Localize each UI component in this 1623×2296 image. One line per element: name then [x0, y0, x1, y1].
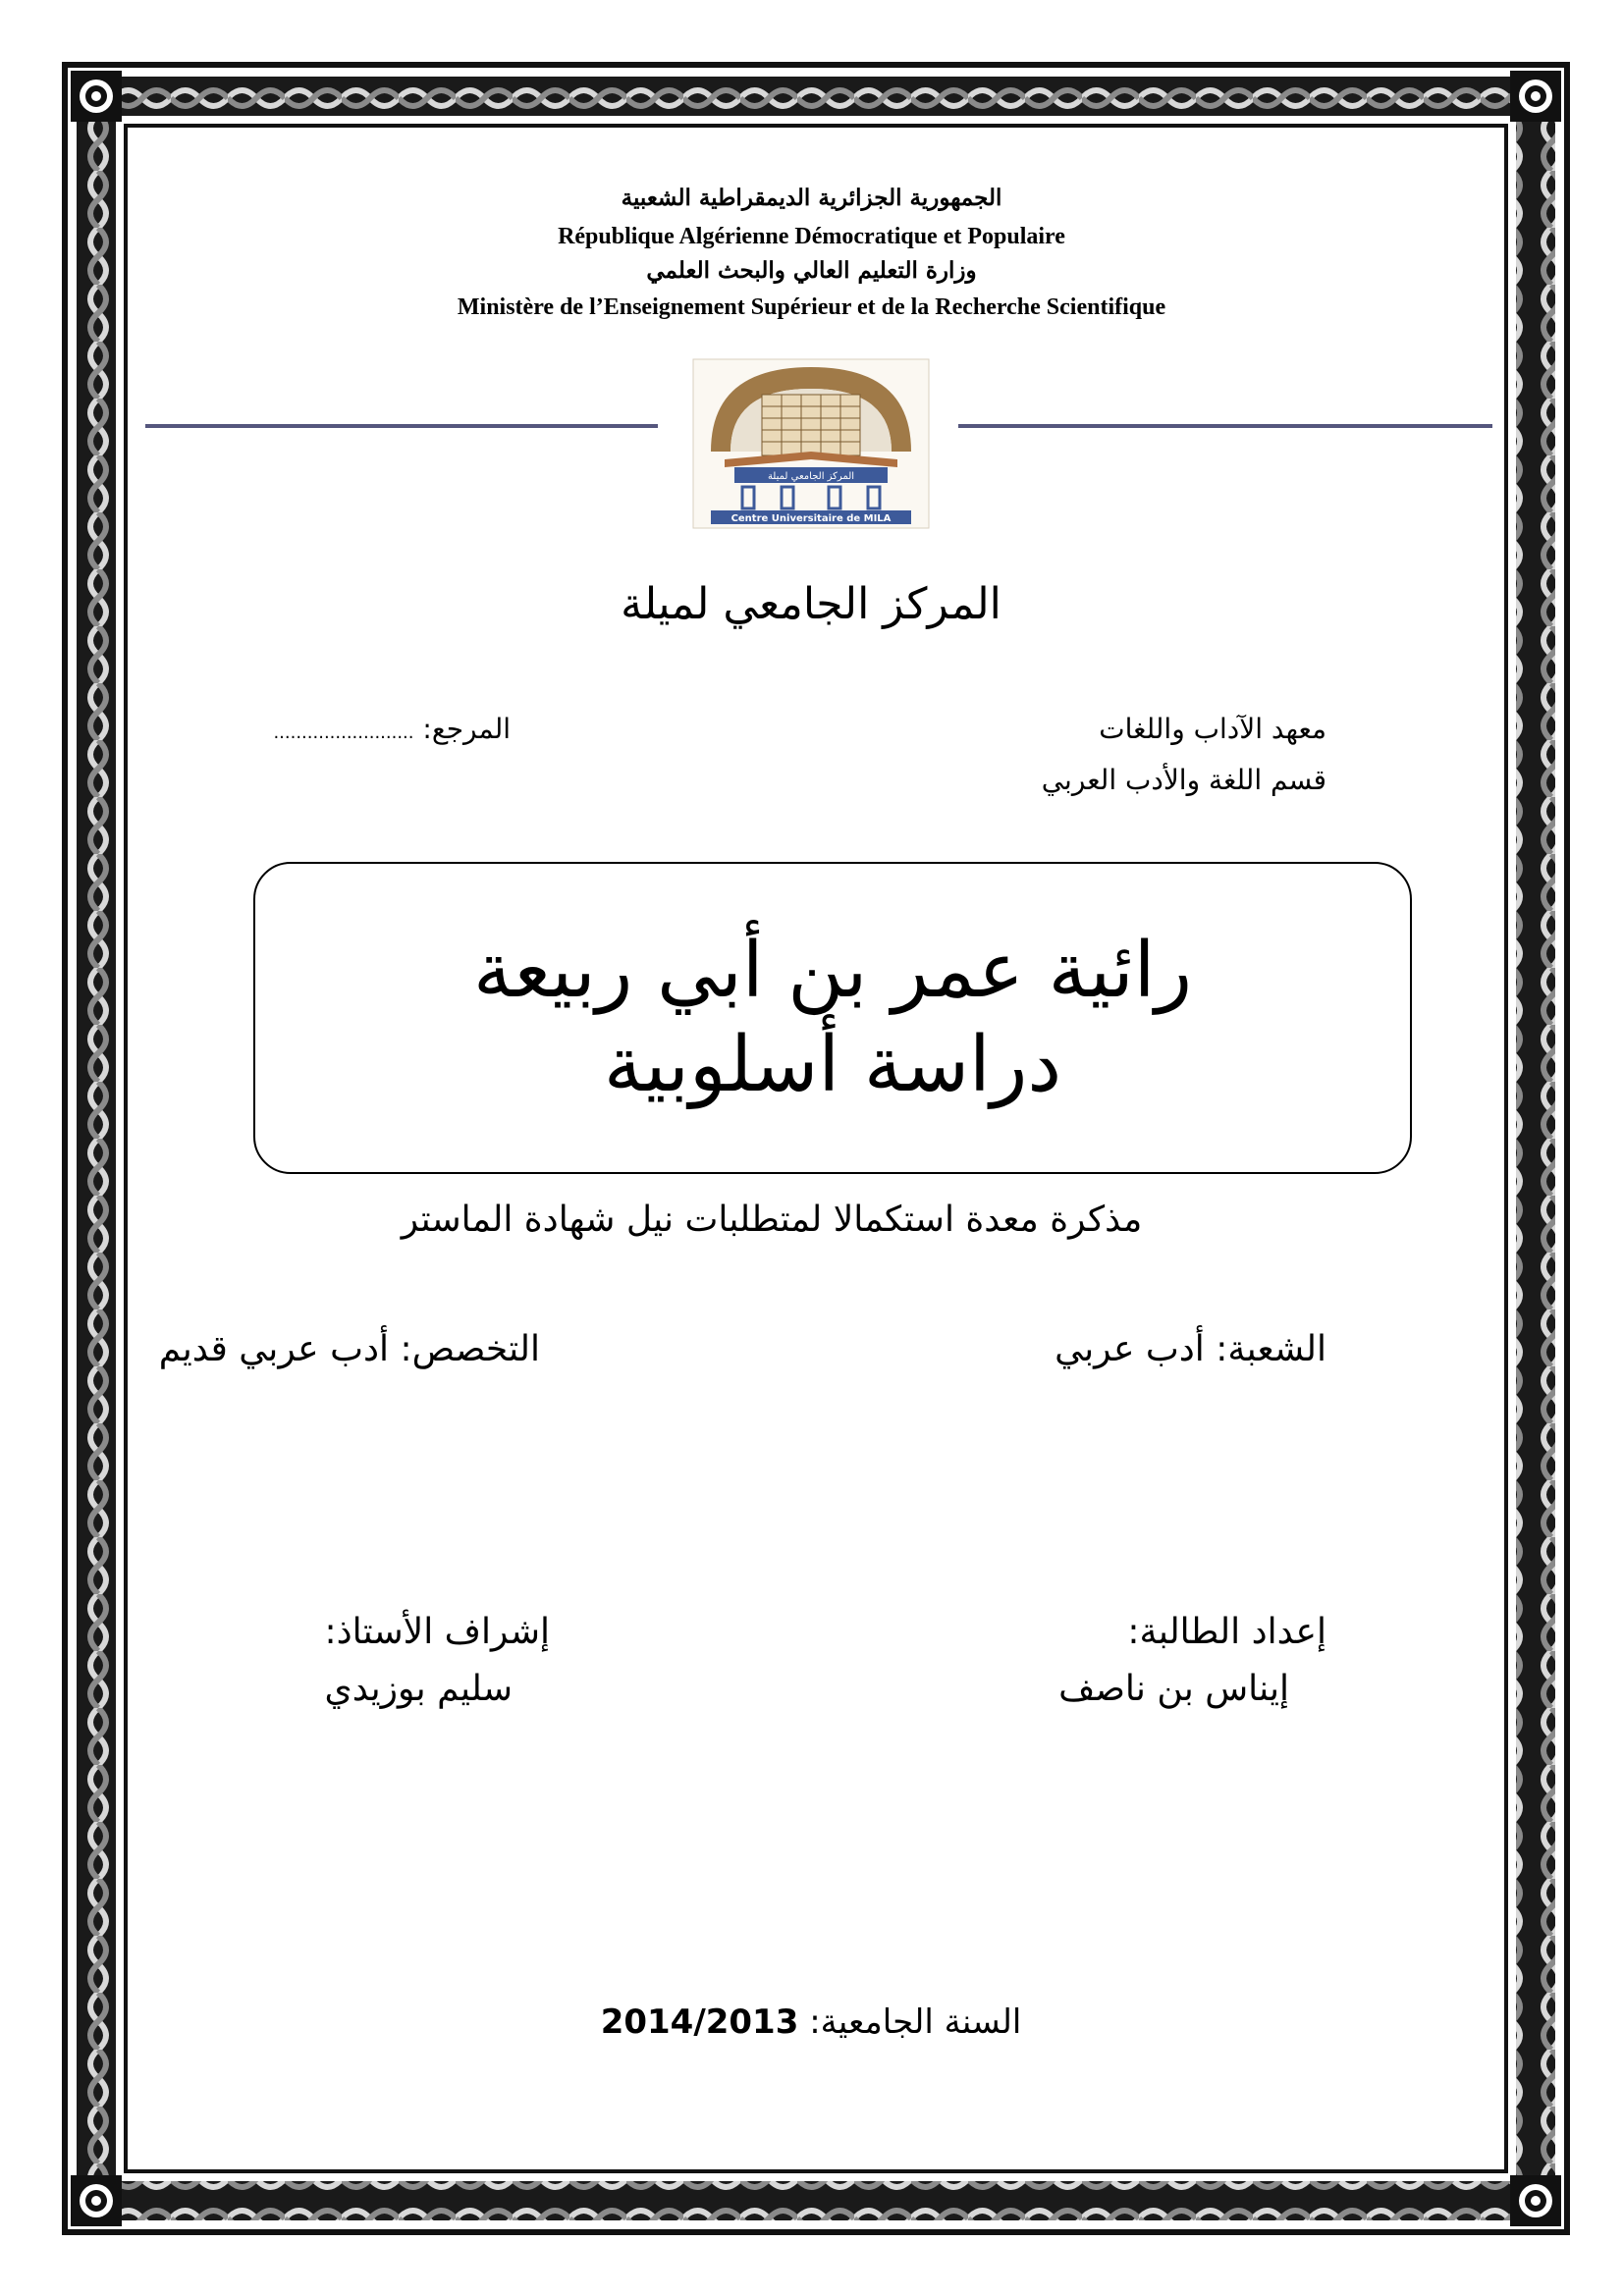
center-name: المركز الجامعي لميلة [621, 579, 1001, 629]
thesis-subtitle: مذكرة معدة استكمالا لمتطلبات نيل شهادة الماستر [401, 1200, 1143, 1240]
academic-year-value: 2014/2013 [600, 2002, 799, 2042]
logo-banner-text: المركز الجامعي لميلة [767, 471, 855, 482]
student-label: إعداد الطالبة: [1127, 1612, 1326, 1652]
branch: الشعبة: أدب عربي [1055, 1329, 1326, 1369]
reference-label: المرجع: [422, 713, 511, 745]
ministry-french: Ministère de l’Enseignement Supérieur et de la Recherche Scientifique [457, 294, 1166, 320]
supervisor-label: إشراف الأستاذ: [324, 1612, 550, 1652]
student-name: إيناس بن ناصف [1058, 1669, 1289, 1709]
academic-year [467, 2002, 1155, 2042]
department-name: قسم اللغة والأدب العربي [1041, 764, 1326, 796]
supervisor-name: سليم بوزيدي [324, 1669, 513, 1709]
logo-caption: Centre Universitaire de MILA [730, 513, 892, 524]
reference-field [226, 713, 511, 752]
separator-left [145, 424, 658, 428]
institute-name: معهد الآداب واللغات [1099, 713, 1326, 745]
separator-right [958, 424, 1492, 428]
academic-year-label: السنة الجامعية: [809, 2002, 1022, 2042]
thesis-title-line2: دراسة أسلوبية [603, 1021, 1062, 1109]
thesis-title-box [253, 862, 1412, 1174]
thesis-title-line1: رائية عمر بن أبي ربيعة [472, 927, 1193, 1015]
ministry-arabic: وزارة التعليم العالي والبحث العلمي [646, 257, 977, 284]
specialty: التخصص: أدب عربي قديم [158, 1329, 540, 1369]
university-logo [691, 357, 931, 530]
republic-arabic: الجمهورية الجزائرية الديمقراطية الشعبية [621, 185, 1002, 211]
republic-french: République Algérienne Démocratique et Populaire [558, 224, 1065, 249]
reference-value: ......................... [273, 722, 414, 743]
